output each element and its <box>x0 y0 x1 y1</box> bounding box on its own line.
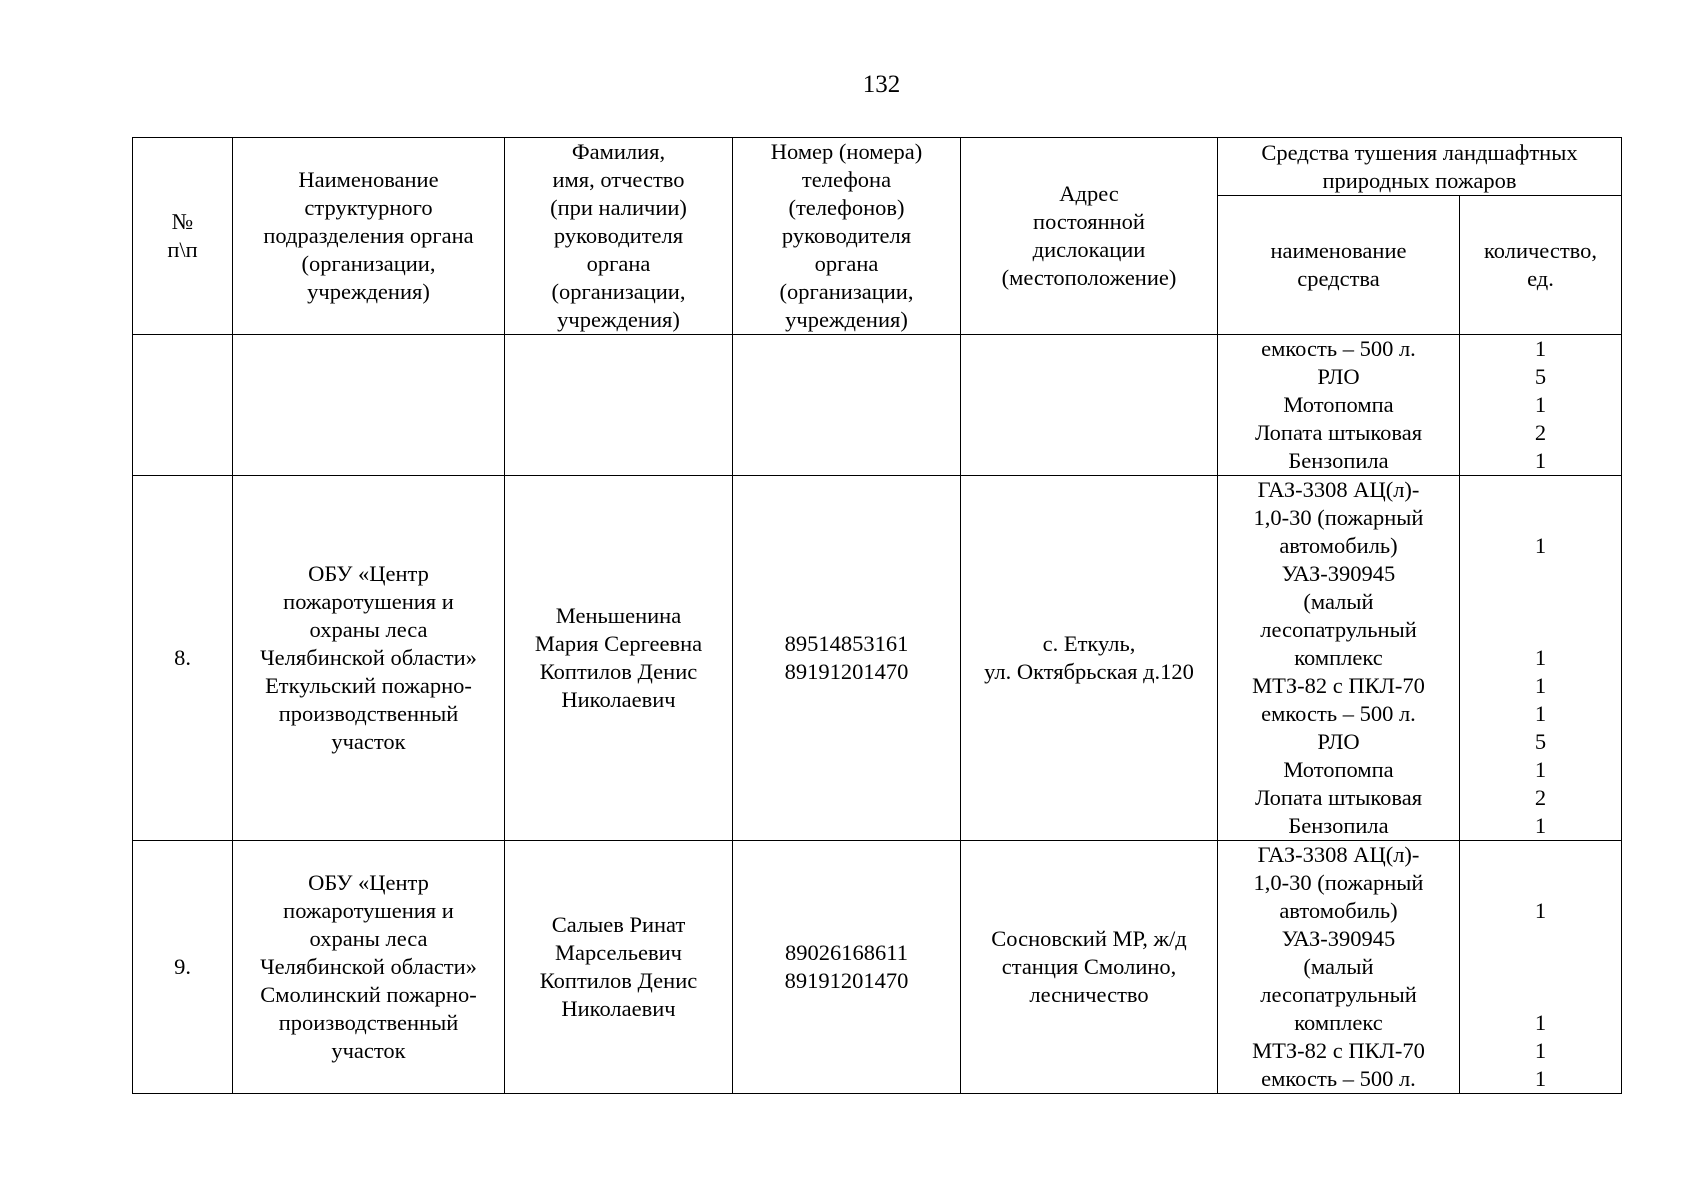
row-items: ГАЗ-3308 АЦ(л)- 1,0-30 (пожарный автомобиль) УАЗ-390945 (малый лесопатрульный комплекс МТЗ-82 с ПКЛ-70 емкость – 500 л. <box>1218 841 1460 1094</box>
table-row <box>133 476 1622 841</box>
header-means-name: наименование средства <box>1218 196 1460 335</box>
row-head: Салыев Ринат Марсельевич Коптилов Денис Николаевич <box>505 841 733 1094</box>
row-address <box>961 335 1218 476</box>
equipment-table <box>132 137 1622 1094</box>
table-row <box>133 841 1622 1094</box>
row-qty: 1 1 1 1 5 1 2 1 <box>1460 476 1622 841</box>
page-number: 132 <box>862 71 901 98</box>
row-qty: 1 1 1 1 <box>1460 841 1622 1094</box>
row-head <box>505 335 733 476</box>
row-unit: ОБУ «Центр пожаротушения и охраны леса Челябинской области» Смолинский пожарно- производственный участок <box>233 841 505 1094</box>
row-qty: 1 5 1 2 1 <box>1460 335 1622 476</box>
table-row <box>133 335 1622 476</box>
row-num: 9. <box>133 841 233 1094</box>
header-unit-name: Наименование структурного подразделения органа (организации, учреждения) <box>233 138 505 335</box>
row-head: Меньшенина Мария Сергеевна Коптилов Денис Николаевич <box>505 476 733 841</box>
row-phones: 89026168611 89191201470 <box>733 841 961 1094</box>
row-phones <box>733 335 961 476</box>
header-head-name: Фамилия, имя, отчество (при наличии) руководителя органа (организации, учреждения) <box>505 138 733 335</box>
row-items: ГАЗ-3308 АЦ(л)- 1,0-30 (пожарный автомобиль) УАЗ-390945 (малый лесопатрульный комплекс МТЗ-82 с ПКЛ-70 емкость – 500 л. РЛО Мотопомпа Лопата штыковая Бензопила <box>1218 476 1460 841</box>
row-unit: ОБУ «Центр пожаротушения и охраны леса Челябинской области» Еткульский пожарно- производственный участок <box>233 476 505 841</box>
row-num: 8. <box>133 476 233 841</box>
header-num: № п\п <box>133 138 233 335</box>
row-address: Сосновский МР, ж/д станция Смолино, лесничество <box>961 841 1218 1094</box>
row-unit <box>233 335 505 476</box>
header-means-qty: количество, ед. <box>1460 196 1622 335</box>
header-phone: Номер (номера) телефона (телефонов) руководителя органа (организации, учреждения) <box>733 138 961 335</box>
header-means: Средства тушения ландшафтных природных пожаров <box>1218 138 1622 196</box>
row-phones: 89514853161 89191201470 <box>733 476 961 841</box>
header-address: Адрес постоянной дислокации (местоположение) <box>961 138 1218 335</box>
row-address: с. Еткуль, ул. Октябрьская д.120 <box>961 476 1218 841</box>
row-num <box>133 335 233 476</box>
row-items: емкость – 500 л. РЛО Мотопомпа Лопата штыковая Бензопила <box>1218 335 1460 476</box>
